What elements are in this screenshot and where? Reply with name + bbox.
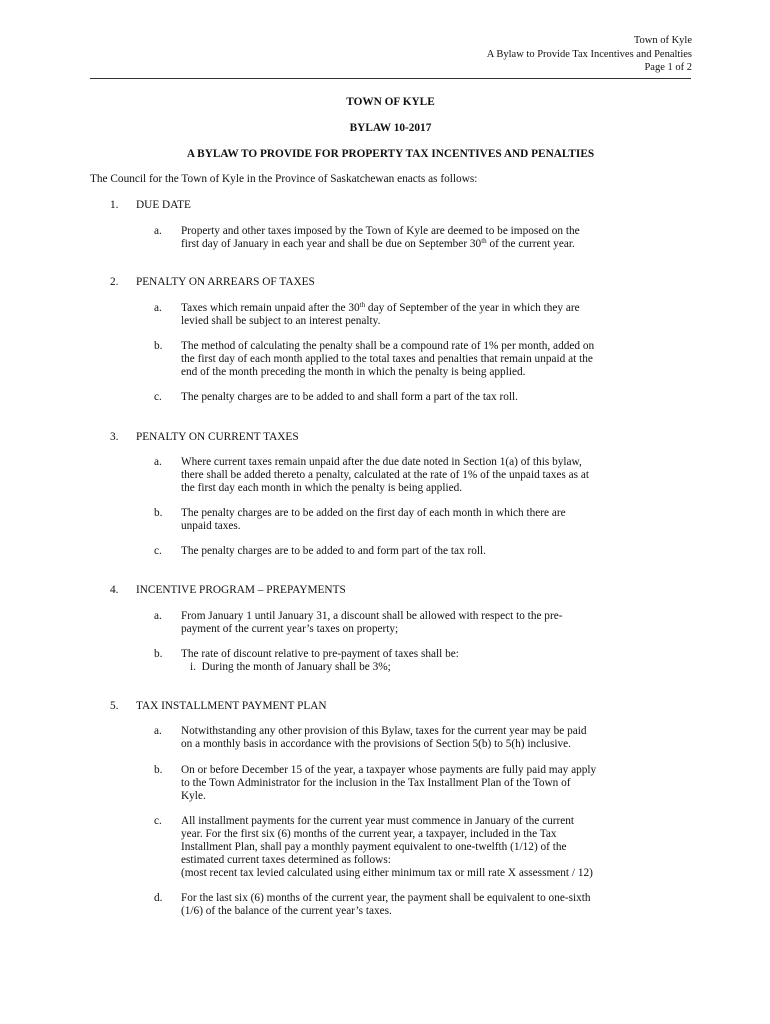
item-text-line: Where current taxes remain unpaid after the due date noted in Section 1(a) of this bylaw,	[181, 456, 582, 468]
header-page-number: Page 1 of 2	[644, 62, 692, 73]
item-text-line: The penalty charges are to be added to and form part of the tax roll.	[181, 545, 487, 557]
item-label: c.	[154, 391, 162, 403]
item-label: a.	[154, 725, 162, 737]
section-number: 1.	[110, 199, 119, 211]
section-1-item-a	[154, 225, 691, 251]
section-5-item-b	[154, 764, 691, 803]
item-label: d.	[154, 892, 163, 904]
item-label: a.	[154, 456, 162, 468]
item-text-line: unpaid taxes.	[181, 520, 241, 532]
item-label: b.	[154, 507, 163, 519]
item-text-line: (most recent tax levied calculated using either minimum tax or mill rate X assessment / 12)	[181, 867, 593, 879]
item-label: c.	[154, 815, 162, 827]
item-text-line: The rate of discount relative to pre-payment of taxes shall be:	[181, 648, 459, 660]
item-text-line: All installment payments for the current year must commence in January of the current	[181, 815, 575, 827]
section-3-item-c	[154, 545, 691, 558]
section-5-item-d	[154, 892, 691, 918]
title-bylaw-number: BYLAW 10-2017	[349, 122, 432, 134]
item-text-line: estimated current taxes determined as follows:	[181, 854, 391, 866]
item-text-line: to the Town Administrator for the inclusion in the Tax Installment Plan of the Town of	[181, 777, 571, 789]
item-text-line: payment of the current year’s taxes on property;	[181, 623, 399, 635]
section-2-item-b	[154, 340, 691, 379]
item-text-line: For the last six (6) months of the current year, the payment shall be equivalent to one-sixth	[181, 892, 591, 904]
section-title: INCENTIVE PROGRAM – PREPAYMENTS	[136, 584, 346, 596]
item-text-line: there shall be added thereto a penalty, calculated at the rate of 1% of the unpaid taxes as at	[181, 469, 589, 481]
item-text-line: Property and other taxes imposed by the Town of Kyle are deemed to be imposed on the	[181, 225, 580, 237]
item-text-line: Installment Plan, shall pay a monthly payment equivalent to one-twelfth (1/12) of the	[181, 841, 567, 853]
subitem-text: During the month of January shall be 3%;	[201, 661, 391, 673]
section-number: 5.	[110, 700, 119, 712]
item-text-line: year. For the first six (6) months of the current year, a taxpayer, included in the Tax	[181, 828, 557, 840]
section-title: PENALTY ON CURRENT TAXES	[136, 431, 299, 443]
section-number: 2.	[110, 276, 119, 288]
item-label: a.	[154, 302, 162, 314]
section-3-item-b	[154, 507, 691, 533]
subitem-label: i.	[190, 661, 196, 673]
section-2-item-c	[154, 391, 691, 404]
item-text-line: the first day of each month applied to the total taxes and penalties that remain unpaid at the	[181, 353, 593, 365]
item-text-line: On or before December 15 of the year, a taxpayer whose payments are fully paid may apply	[181, 764, 597, 776]
header-divider	[90, 78, 691, 79]
section-5-item-a	[154, 725, 691, 751]
header-bylaw-title: A Bylaw to Provide Tax Incentives and Penalties	[486, 48, 692, 60]
section-title: DUE DATE	[136, 199, 191, 211]
item-text-line: The penalty charges are to be added on the first day of each month in which there are	[181, 507, 566, 519]
title-bylaw-name: A BYLAW TO PROVIDE FOR PROPERTY TAX INCENTIVES AND PENALTIES	[186, 148, 595, 160]
item-label: b.	[154, 340, 163, 352]
intro-paragraph: The Council for the Town of Kyle in the Province of Saskatchewan enacts as follows:	[90, 173, 478, 185]
section-4-item-b-subitem-i	[190, 661, 391, 674]
section-5-item-c	[154, 815, 691, 880]
section-number: 3.	[110, 431, 119, 443]
item-text-line: on a monthly basis in accordance with the provisions of Section 5(b) to 5(h) inclusive.	[181, 738, 571, 750]
section-2-item-a	[154, 302, 691, 328]
title-town: TOWN OF KYLE	[346, 96, 435, 108]
item-text-line: levied shall be subject to an interest penalty.	[181, 315, 381, 327]
section-4-item-b	[154, 648, 691, 661]
item-text-line: first day of January in each year and shall be due on September 30th of the current year.	[181, 237, 575, 250]
item-label: b.	[154, 764, 163, 776]
item-text-line: (1/6) of the balance of the current year’s taxes.	[181, 905, 392, 917]
section-title: PENALTY ON ARREARS OF TAXES	[136, 276, 315, 288]
item-text-line: Kyle.	[181, 790, 206, 802]
header-town: Town of Kyle	[633, 35, 692, 46]
running-header	[487, 34, 692, 75]
section-4-item-a	[154, 610, 691, 636]
item-text-line: The method of calculating the penalty shall be a compound rate of 1% per month, added on	[181, 340, 595, 352]
item-text-line: end of the month preceding the month in which the penalty is being applied.	[181, 366, 526, 378]
item-label: b.	[154, 648, 163, 660]
item-label: a.	[154, 610, 162, 622]
section-3-item-a	[154, 456, 691, 495]
item-label: c.	[154, 545, 162, 557]
section-title: TAX INSTALLMENT PAYMENT PLAN	[136, 700, 327, 712]
item-text-line: the first day each month in which the penalty is being applied.	[181, 482, 463, 494]
item-text-line: Taxes which remain unpaid after the 30th day of September of the year in which they are	[181, 301, 580, 314]
item-text-line: From January 1 until January 31, a discount shall be allowed with respect to the pre-	[181, 610, 563, 622]
section-number: 4.	[110, 584, 119, 596]
item-text-line: The penalty charges are to be added to and shall form a part of the tax roll.	[181, 391, 519, 403]
item-label: a.	[154, 225, 162, 237]
item-text-line: Notwithstanding any other provision of this Bylaw, taxes for the current year may be paid	[181, 725, 587, 737]
